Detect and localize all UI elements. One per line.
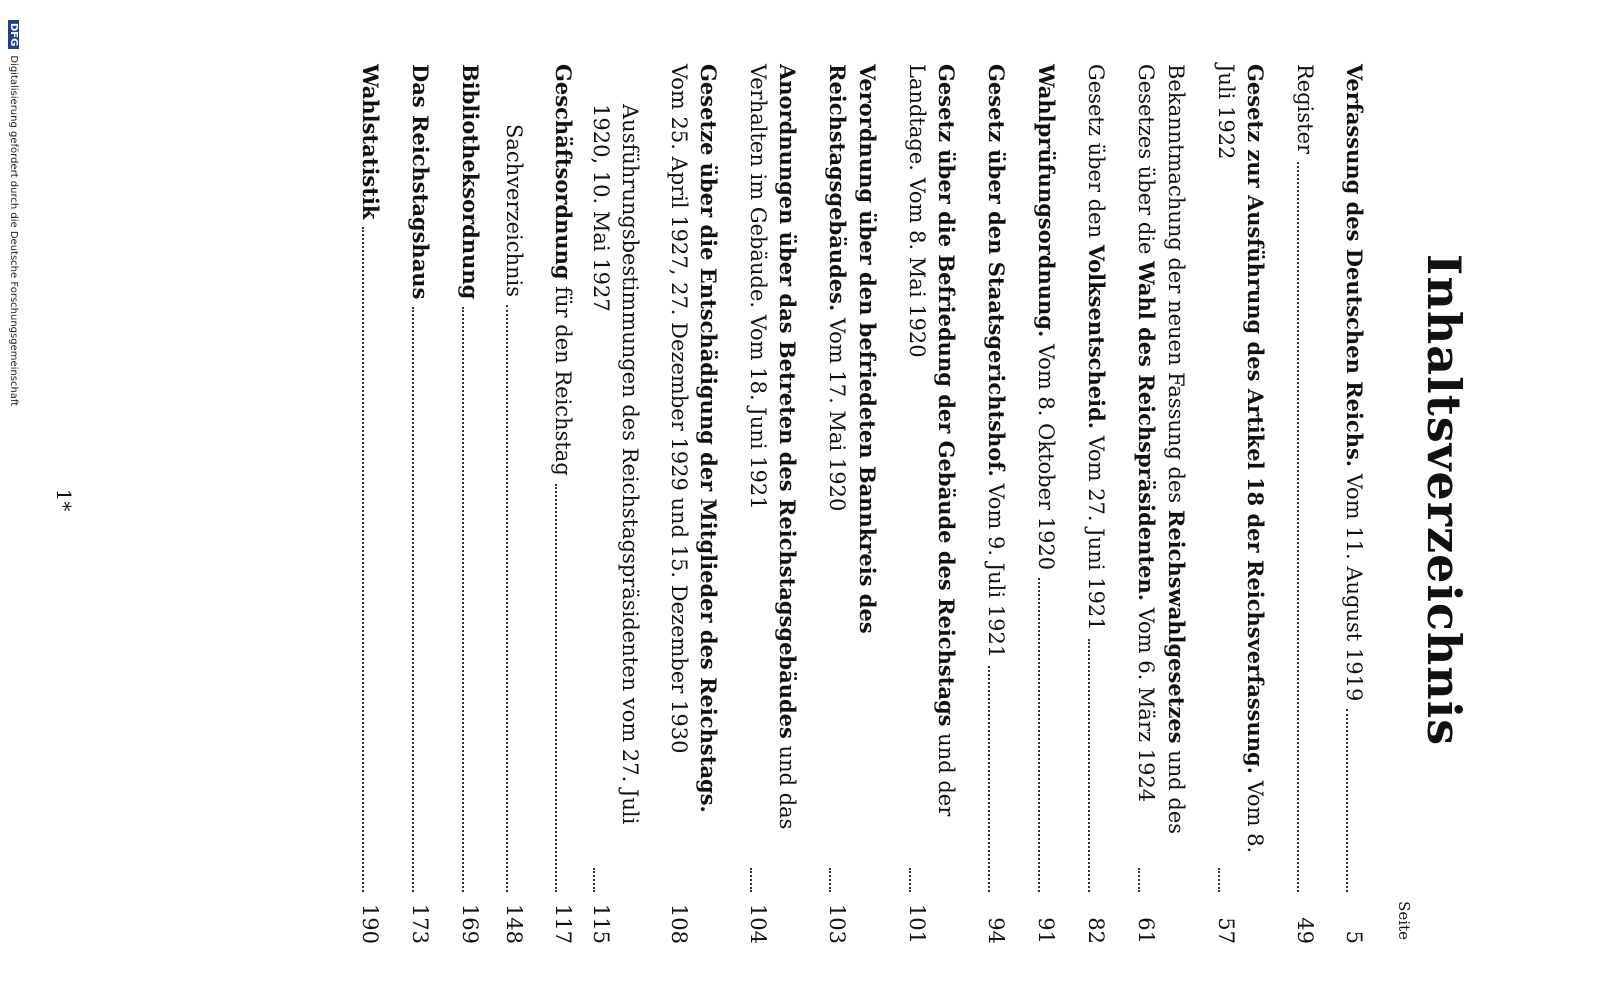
dot-leader — [506, 305, 508, 892]
toc-entry-title-part: und des Gesetzes über die — [1134, 64, 1188, 835]
toc-page-number: 61 — [1134, 917, 1158, 944]
toc-entry-title-part: Bibliotheksordnung — [458, 64, 483, 300]
dot-leader — [1297, 162, 1299, 892]
toc-entry-title-part: Gesetz über die Befriedung der Gebäude des Reichstags — [934, 64, 959, 727]
toc-entry-title-part: Vom 6. März 1924 — [1134, 601, 1158, 803]
toc-entry-title — [1339, 64, 1369, 701]
toc-entry — [499, 64, 528, 944]
toc-page-number: 169 — [458, 903, 482, 944]
toc-entry-title-part: Gesetz zur Ausführung des Artikel 18 der Reichsverfassung. — [1243, 64, 1268, 775]
toc-entry-title-part: Vom 27. Juni 1921 — [1084, 429, 1108, 631]
toc-entry-title-part: Sachverzeichnis — [502, 124, 526, 298]
toc-entry-title — [455, 64, 485, 299]
toc-entry — [355, 64, 385, 944]
toc-entry-title-part: Vom 8. Oktober 1920 — [1034, 337, 1058, 571]
toc-entry-title — [586, 64, 644, 860]
toc-entry-title — [902, 64, 961, 860]
page-title: Inhaltsverzeichnis — [1417, 253, 1471, 747]
toc-entry-title — [548, 64, 578, 476]
digitization-note — [8, 20, 19, 406]
toc-page-number: 5 — [1342, 930, 1366, 944]
toc-entry — [548, 64, 578, 944]
dot-leader — [555, 484, 557, 892]
toc-entry-title — [822, 64, 882, 860]
toc-page-number: 173 — [408, 903, 432, 944]
toc-entry — [822, 64, 882, 944]
toc-entry-title — [1131, 64, 1191, 860]
dot-leader — [750, 868, 752, 892]
toc-entry-title-part: Anordnungen über das Betreten des Reichstagsgebäudes — [775, 64, 800, 739]
toc-entry-title-part: Wahl des Reichspräsidenten. — [1134, 261, 1159, 602]
toc-entry-title-part: Reichswahlgesetzes — [1164, 509, 1189, 744]
toc-page-number: 49 — [1293, 917, 1317, 944]
signature-mark: 1* — [52, 488, 76, 512]
toc-entry-title-part: Gesetz über den — [1084, 64, 1108, 245]
toc-page-number: 103 — [825, 903, 849, 944]
toc-page-number: 115 — [589, 903, 613, 944]
toc-page-number: 91 — [1034, 917, 1058, 944]
toc-entry-title-part: Wahlstatistik — [358, 64, 383, 220]
toc-entry-title-part: Wahlprüfungsordnung. — [1034, 64, 1059, 338]
toc-entry-title-part: Vom 11. August 1919 — [1342, 467, 1366, 702]
toc-entry-title-part: Verfassung des Deutschen Reichs. — [1342, 64, 1367, 468]
toc-entry-title — [405, 64, 435, 299]
dot-leader — [988, 666, 990, 892]
table-of-contents — [355, 64, 1389, 944]
toc-entry — [1131, 64, 1191, 944]
toc-entry-title-part: Ausführungsbestimmungen des Reichstagspräsidenten vom 27. Juli 1920, 10. Mai 1927 — [589, 104, 642, 825]
toc-entry-title-part: Register — [1293, 64, 1317, 155]
toc-entry — [664, 64, 723, 944]
toc-entry-title-part: Vom 9. Juli 1921 — [984, 476, 1008, 659]
toc-page-number: 148 — [502, 903, 526, 944]
toc-entry-title — [981, 64, 1011, 658]
toc-entry-title — [743, 64, 802, 860]
dot-leader — [362, 227, 364, 892]
toc-entry-title-part: Bekanntmachung der neuen Fassung des — [1164, 64, 1188, 510]
toc-entry-title — [499, 64, 528, 297]
toc-entry — [1031, 64, 1061, 944]
toc-entry — [586, 64, 644, 944]
toc-entry — [981, 64, 1011, 944]
dot-leader — [829, 868, 831, 892]
toc-entry-title — [1031, 64, 1061, 570]
toc-entry-title-part: Geschäftsordnung — [551, 64, 576, 280]
toc-entry-title — [1290, 64, 1319, 154]
dot-leader — [1038, 578, 1040, 892]
dot-leader — [1088, 639, 1090, 892]
toc-entry — [743, 64, 802, 944]
toc-entry — [902, 64, 961, 944]
toc-page-number: 82 — [1084, 917, 1108, 944]
toc-entry-title-part: Vom 17. Mai 1920 — [825, 311, 849, 512]
toc-entry-title-part: Volksentscheid. — [1084, 244, 1109, 430]
toc-entry — [1339, 64, 1369, 944]
digitization-note-text: Digitalisierung gefördert durch die Deutsche Forschungsgemeinschaft — [8, 55, 19, 407]
toc-entry-title-part: Vom 8. Juli 1922 — [1214, 64, 1267, 854]
toc-entry-title-part: für den Reichstag — [551, 279, 575, 476]
dot-leader — [462, 307, 464, 892]
dot-leader — [1346, 709, 1348, 892]
toc-entry — [1211, 64, 1270, 944]
toc-entry — [1081, 64, 1111, 944]
page-column-label: Seite — [1395, 901, 1413, 940]
dot-leader — [412, 307, 414, 892]
toc-entry — [455, 64, 485, 944]
toc-entry-title-part: Gesetze über die Entschädigung der Mitglieder des Reichstags. — [696, 64, 721, 813]
toc-page-number: 94 — [984, 917, 1008, 944]
toc-page-number: 108 — [667, 903, 691, 944]
toc-entry-title-part: Vom 25. April 1927, 27. Dezember 1929 und 15. Dezember 1930 — [667, 64, 691, 754]
dot-leader — [909, 868, 911, 892]
dot-leader — [1138, 868, 1140, 892]
toc-page-number: 190 — [358, 903, 382, 944]
toc-entry-title-part: und das Verhalten im Gebäude. Vom 18. Juni 1921 — [746, 64, 799, 830]
dfg-logo-icon: DFG — [8, 20, 19, 49]
dot-leader — [1218, 868, 1220, 892]
toc-entry-title-part: Gesetz über den Staatsgerichtshof. — [984, 64, 1009, 477]
toc-entry-title-part: und der Landtage. Vom 8. Mai 1920 — [905, 64, 958, 817]
toc-page-number: 104 — [746, 903, 770, 944]
dot-leader — [593, 868, 595, 892]
toc-page-number: 57 — [1214, 917, 1238, 944]
toc-entry — [405, 64, 435, 944]
toc-entry-title — [1081, 64, 1111, 631]
toc-entry-title — [355, 64, 385, 219]
toc-entry-title-part: Das Reichstagshaus — [408, 64, 433, 300]
toc-page-number: 101 — [905, 903, 929, 944]
toc-entry-title-part: Verordnung über den befriedeten Bannkreis des Reichstagsgebäudes. — [825, 64, 880, 634]
toc-entry-title — [1211, 64, 1270, 860]
toc-entry — [1290, 64, 1319, 944]
toc-entry-title — [664, 64, 723, 860]
toc-page-number: 117 — [551, 903, 575, 944]
